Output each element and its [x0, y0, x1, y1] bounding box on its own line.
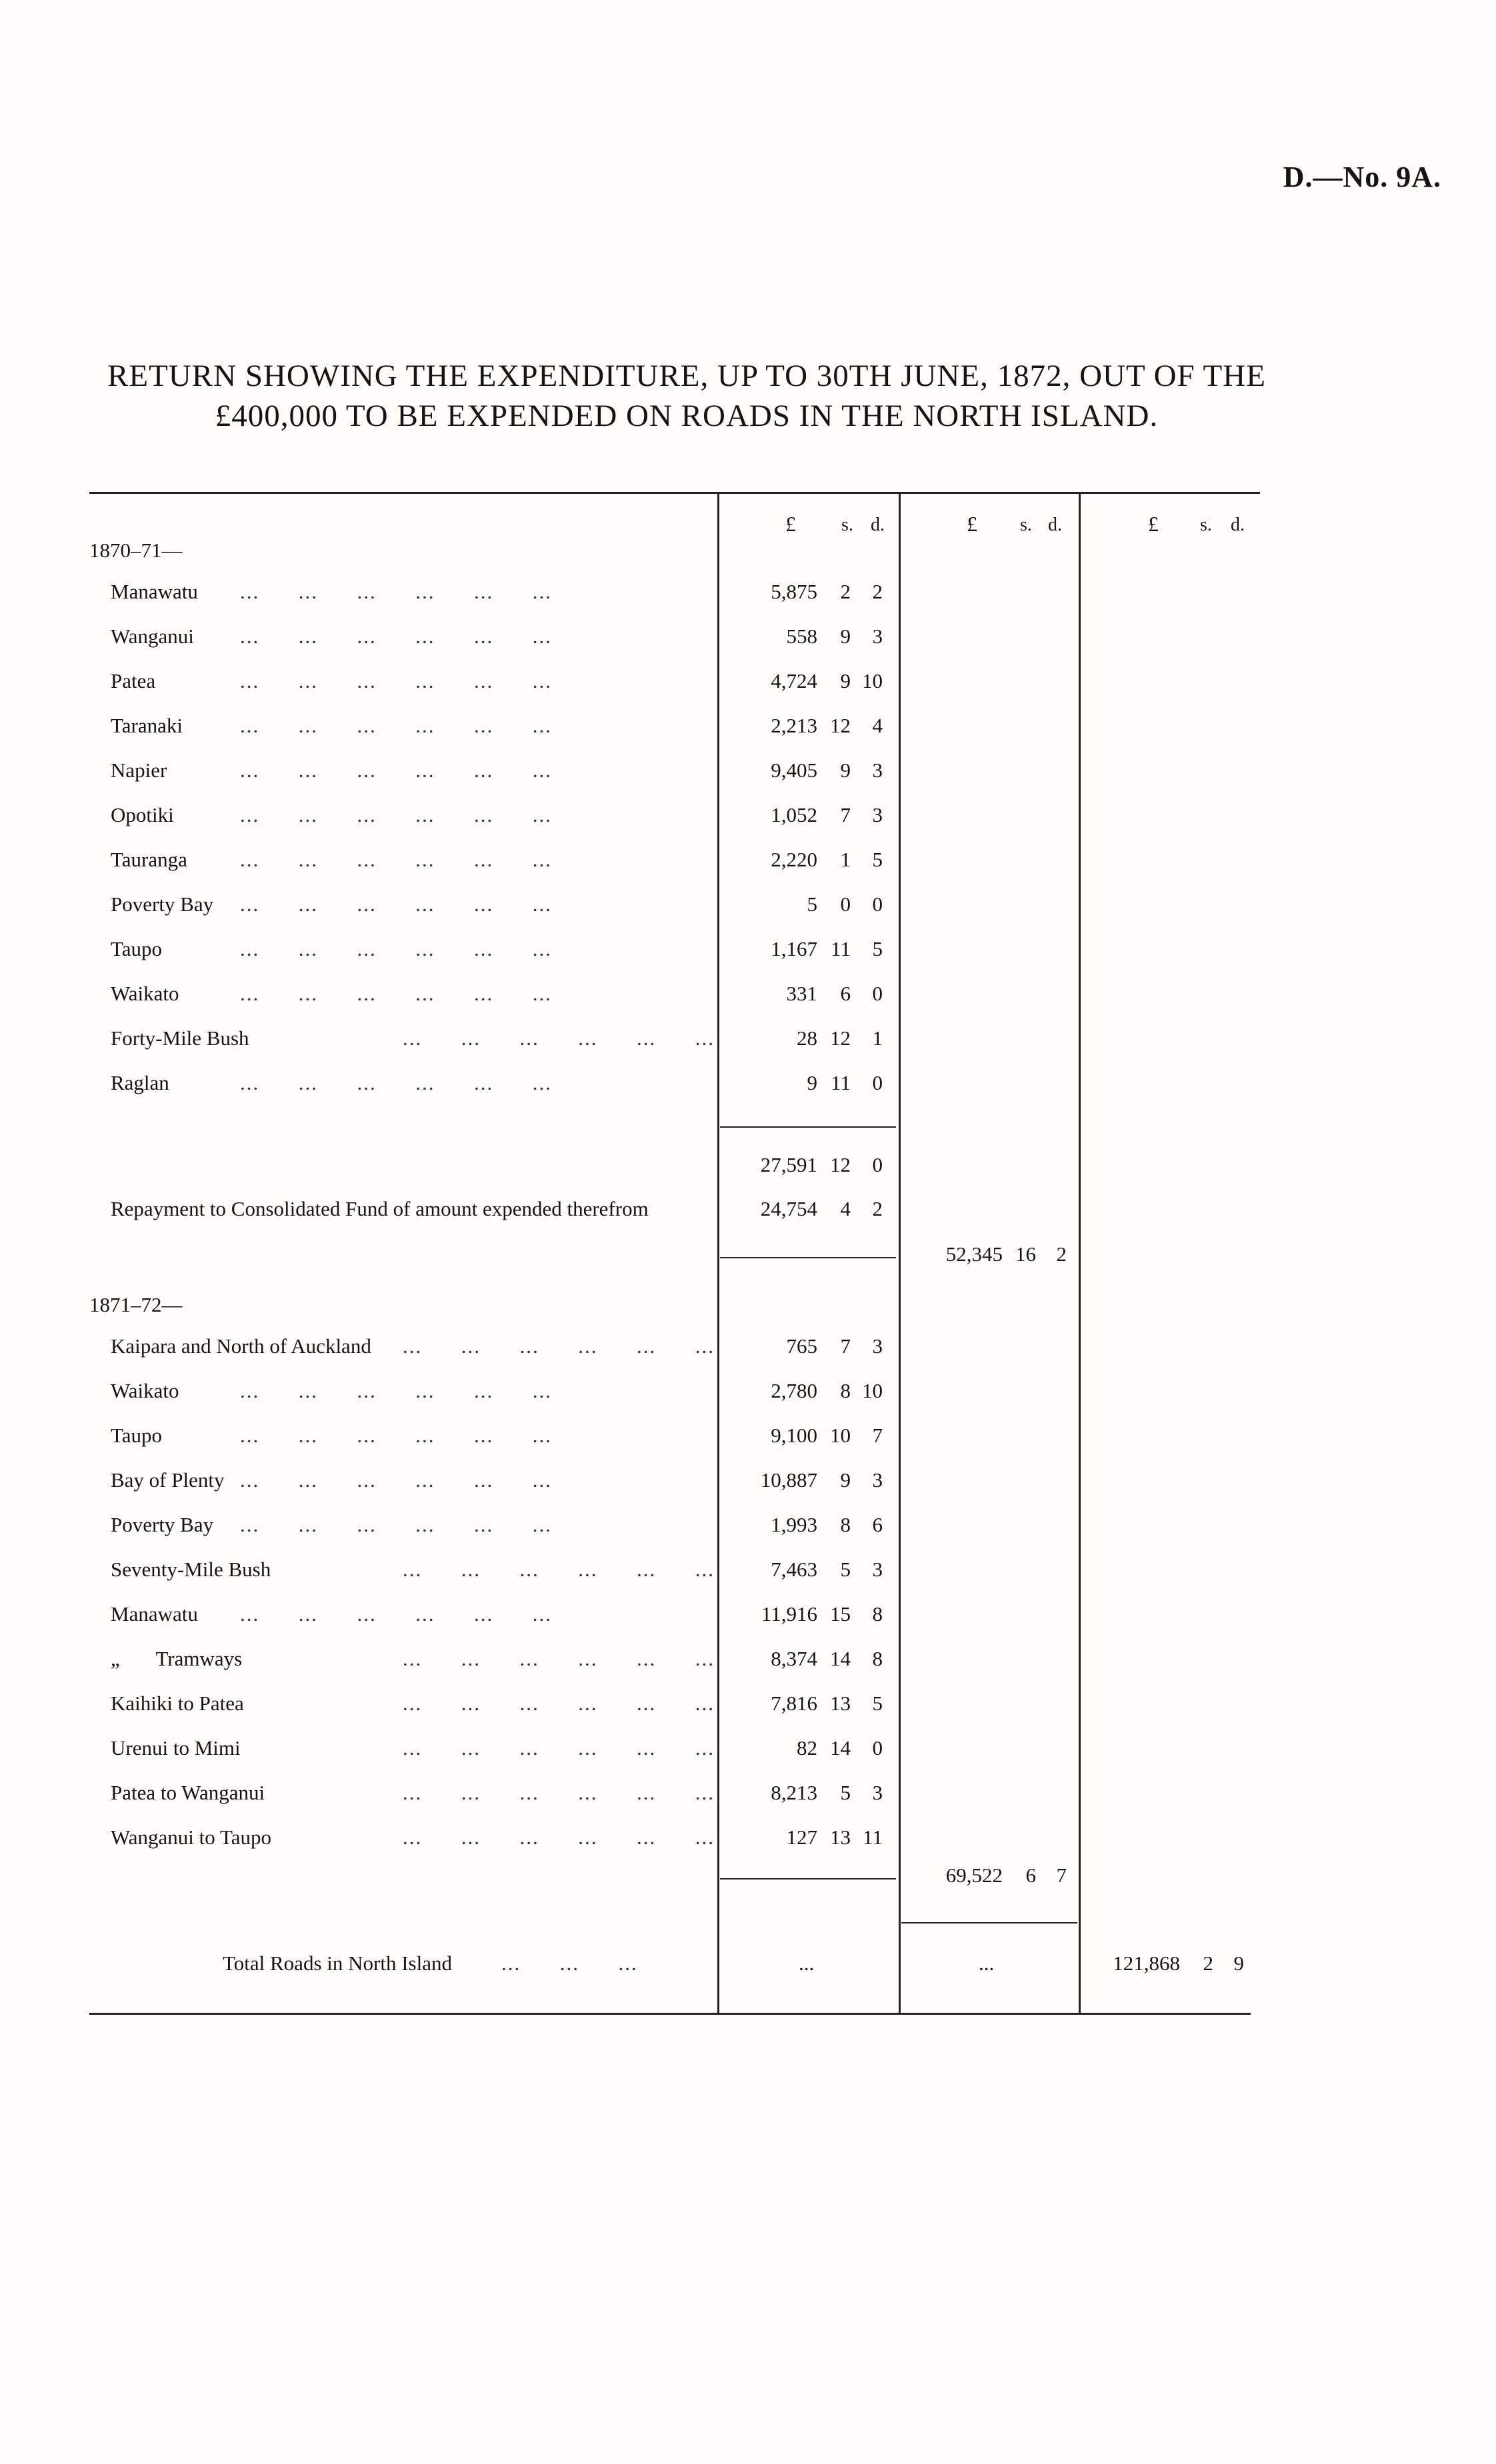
row-label: „ Tramways [111, 1647, 243, 1670]
amount-shillings: 12 [830, 714, 851, 737]
bottom-rule [89, 2013, 1251, 2015]
amount-pence: 6 [872, 1513, 883, 1536]
col1-pence-header: d. [871, 515, 885, 535]
amount-shillings: 9 [840, 624, 851, 648]
table-row [0, 1781, 1496, 1825]
leader-dots: ... ... ... ... ... ... [240, 669, 552, 692]
amount-pounds: 5,875 [771, 580, 817, 603]
col2-placeholder: ... [979, 1951, 995, 1975]
amount-pounds: 121,868 [1113, 1951, 1180, 1975]
document-number: D.—No. 9A. [1283, 161, 1441, 193]
amount-shillings: 12 [830, 1026, 851, 1050]
amount-pence: 2 [872, 1197, 883, 1220]
amount-pounds: 69,522 [945, 1863, 1003, 1887]
title-line-2: £400,000 TO BE EXPENDED ON ROADS IN THE NORTH ISLAND. [215, 399, 1159, 433]
table-row [0, 1424, 1496, 1468]
leader-dots: ... ... ... ... ... ... [403, 1736, 715, 1760]
table-row [0, 848, 1496, 892]
amount-shillings: 11 [831, 1071, 851, 1094]
amount-pence: 3 [872, 1334, 883, 1358]
year2-total-row [0, 1863, 1496, 1907]
amount-shillings: 4 [840, 1197, 851, 1220]
amount-pounds: 2,213 [771, 714, 817, 737]
amount-pence: 9 [1233, 1951, 1244, 1975]
table-row [0, 1379, 1496, 1423]
amount-pounds: 8,374 [771, 1647, 817, 1670]
col1-shillings-header: s. [841, 515, 853, 535]
top-rule [89, 492, 1260, 494]
amount-pounds: 52,345 [945, 1242, 1003, 1266]
row-label: Taupo [111, 1424, 163, 1447]
table-row [0, 1692, 1496, 1736]
year-heading-1871-72: 1871–72— [89, 1293, 183, 1316]
amount-pounds: 2,220 [771, 848, 817, 871]
amount-shillings: 13 [830, 1826, 851, 1849]
amount-shillings: 8 [840, 1513, 851, 1536]
amount-shillings: 7 [840, 1334, 851, 1358]
table-row [0, 1558, 1496, 1602]
row-label: Seventy-Mile Bush [111, 1558, 271, 1581]
amount-pounds: 558 [786, 624, 817, 648]
amount-pence: 0 [872, 892, 883, 916]
amount-shillings: 14 [830, 1736, 851, 1760]
title-line-1: RETURN SHOWING THE EXPENDITURE, UP TO 30TH JUNE, 1872, OUT OF THE [107, 359, 1266, 393]
col2-shillings-header: s. [1020, 515, 1032, 535]
col1-pounds-header: £ [785, 512, 796, 536]
amount-pounds: 11,916 [761, 1602, 817, 1626]
amount-pence: 3 [872, 1781, 883, 1804]
amount-pence: 5 [872, 1692, 883, 1715]
amount-pence: 3 [872, 803, 883, 826]
amount-pence: 5 [872, 937, 883, 960]
row-label: Opotiki [111, 803, 174, 826]
table-row [0, 714, 1496, 758]
amount-shillings: 6 [840, 982, 851, 1005]
amount-pence: 10 [862, 1379, 883, 1402]
leader-dots: ... ... ... ... ... ... [240, 1468, 552, 1492]
row-label: Waikato [111, 1379, 179, 1402]
amount-shillings: 1 [840, 848, 851, 871]
row-label: Bay of Plenty [111, 1468, 225, 1492]
amount-pence: 2 [872, 580, 883, 603]
col2-pence-header: d. [1048, 515, 1062, 535]
row-label: Manawatu [111, 580, 198, 603]
table-row [0, 580, 1496, 624]
amount-pence: 3 [872, 758, 883, 782]
leader-dots: ... ... ... ... ... ... [240, 982, 552, 1005]
col3-pounds-header: £ [1148, 512, 1159, 536]
row-label: Kaihiki to Patea [111, 1692, 244, 1715]
leader-dots: ... ... ... ... ... ... [403, 1692, 715, 1715]
amount-pounds: 82 [797, 1736, 817, 1760]
amount-pence: 8 [872, 1647, 883, 1670]
row-label: Kaipara and North of Auckland [111, 1334, 371, 1358]
leader-dots: ... ... ... ... ... ... [240, 714, 552, 737]
amount-shillings: 14 [830, 1647, 851, 1670]
repayment-row [0, 1197, 1496, 1241]
amount-pounds: 8,213 [771, 1781, 817, 1804]
amount-shillings: 5 [840, 1558, 851, 1581]
row-label: Poverty Bay [111, 1513, 214, 1536]
amount-shillings: 2 [840, 580, 851, 603]
amount-pence: 2 [1056, 1242, 1067, 1266]
table-row [0, 624, 1496, 668]
amount-shillings: 5 [840, 1781, 851, 1804]
leader-dots: ... ... ... ... ... ... [240, 1379, 552, 1402]
col3-shillings-header: s. [1200, 515, 1212, 535]
table-row [0, 1468, 1496, 1512]
leader-dots: ... ... ... ... ... ... [403, 1026, 715, 1050]
table-row [0, 1334, 1496, 1378]
leader-dots: ... ... ... ... ... ... [240, 580, 552, 603]
amount-pence: 8 [872, 1602, 883, 1626]
year1-total-row [0, 1242, 1496, 1286]
table-row [0, 1026, 1496, 1070]
table-row [0, 937, 1496, 981]
row-label: Taranaki [111, 714, 183, 737]
amount-pounds: 10,887 [760, 1468, 817, 1492]
subtotal-rule-4 [901, 1922, 1077, 1923]
amount-shillings: 0 [840, 892, 851, 916]
amount-pence: 3 [872, 1558, 883, 1581]
amount-pounds: 765 [786, 1334, 817, 1358]
table-row [0, 669, 1496, 713]
amount-shillings: 6 [1025, 1863, 1036, 1887]
row-label: Napier [111, 758, 167, 782]
table-row [0, 758, 1496, 802]
leader-dots: ... ... ... [501, 1951, 638, 1975]
amount-pence: 0 [872, 982, 883, 1005]
amount-pounds: 1,052 [771, 803, 817, 826]
amount-shillings: 8 [840, 1379, 851, 1402]
row-label: Total Roads in North Island [223, 1951, 452, 1975]
amount-pence: 7 [1056, 1863, 1067, 1887]
amount-pounds: 4,724 [771, 669, 817, 692]
row-label: Taupo [111, 937, 163, 960]
leader-dots: ... ... ... ... ... ... [240, 937, 552, 960]
row-label: Urenui to Mimi [111, 1736, 241, 1760]
amount-pounds: 2,780 [771, 1379, 817, 1402]
col3-pence-header: d. [1231, 515, 1245, 535]
leader-dots: ... ... ... ... ... ... [403, 1558, 715, 1581]
leader-dots: ... ... ... ... ... ... [403, 1647, 715, 1670]
amount-pence: 4 [872, 714, 883, 737]
table-row [0, 803, 1496, 847]
amount-shillings: 9 [840, 758, 851, 782]
row-label: Wanganui to Taupo [111, 1826, 271, 1849]
amount-shillings: 11 [831, 937, 851, 960]
leader-dots: ... ... ... ... ... ... [240, 624, 552, 648]
amount-pounds: 9 [807, 1071, 817, 1094]
table-row [0, 1647, 1496, 1691]
amount-pence: 3 [872, 624, 883, 648]
table-row [0, 1071, 1496, 1115]
amount-pounds: 1,167 [771, 937, 817, 960]
leader-dots: ... ... ... ... ... ... [240, 758, 552, 782]
leader-dots: ... ... ... ... ... ... [240, 1071, 552, 1094]
amount-pounds: 27,591 [760, 1153, 817, 1176]
leader-dots: ... ... ... ... ... ... [240, 1602, 552, 1626]
row-label: Poverty Bay [111, 892, 214, 916]
table-row [0, 1602, 1496, 1646]
subtotal-rule-1 [720, 1126, 896, 1128]
row-label: Wanganui [111, 624, 194, 648]
leader-dots: ... ... ... ... ... ... [240, 848, 552, 871]
amount-shillings: 9 [840, 1468, 851, 1492]
amount-pence: 0 [872, 1071, 883, 1094]
amount-pounds: 331 [786, 982, 817, 1005]
table-row [0, 1513, 1496, 1557]
amount-pence: 1 [872, 1026, 883, 1050]
amount-shillings: 13 [830, 1692, 851, 1715]
amount-pounds: 127 [786, 1826, 817, 1849]
amount-pounds: 24,754 [760, 1197, 817, 1220]
leader-dots: ... ... ... ... ... ... [240, 1513, 552, 1536]
row-label: Waikato [111, 982, 179, 1005]
amount-pounds: 9,405 [771, 758, 817, 782]
amount-shillings: 9 [840, 669, 851, 692]
leader-dots: ... ... ... ... ... ... [403, 1334, 715, 1358]
amount-pounds: 9,100 [771, 1424, 817, 1447]
year-heading-1870-71: 1870–71— [89, 539, 183, 562]
amount-pence: 5 [872, 848, 883, 871]
amount-shillings: 15 [830, 1602, 851, 1626]
amount-shillings: 10 [830, 1424, 851, 1447]
row-label: Repayment to Consolidated Fund of amount expended therefrom [111, 1197, 649, 1220]
leader-dots: ... ... ... ... ... ... [403, 1826, 715, 1849]
amount-shillings: 7 [840, 803, 851, 826]
amount-pounds: 28 [797, 1026, 817, 1050]
leader-dots: ... ... ... ... ... ... [240, 803, 552, 826]
row-label: Patea to Wanganui [111, 1781, 265, 1804]
amount-pence: 11 [863, 1826, 883, 1849]
leader-dots: ... ... ... ... ... ... [240, 1424, 552, 1447]
leader-dots: ... ... ... ... ... ... [240, 892, 552, 916]
amount-shillings: 12 [830, 1153, 851, 1176]
amount-pence: 10 [862, 669, 883, 692]
row-label: Patea [111, 669, 156, 692]
col1-placeholder: ... [799, 1951, 815, 1975]
amount-pounds: 5 [807, 892, 817, 916]
table-row [0, 892, 1496, 936]
row-label: Raglan [111, 1071, 169, 1094]
amount-pence: 3 [872, 1468, 883, 1492]
grand-total-row [0, 1951, 1496, 1995]
leader-dots: ... ... ... ... ... ... [403, 1781, 715, 1804]
amount-shillings: 2 [1203, 1951, 1213, 1975]
row-label: Forty-Mile Bush [111, 1026, 249, 1050]
row-label: Manawatu [111, 1602, 198, 1626]
amount-pounds: 1,993 [771, 1513, 817, 1536]
table-row [0, 1736, 1496, 1780]
amount-pounds: 7,816 [771, 1692, 817, 1715]
table-row [0, 982, 1496, 1026]
amount-pence: 0 [872, 1153, 883, 1176]
amount-shillings: 16 [1015, 1242, 1036, 1266]
amount-pence: 0 [872, 1736, 883, 1760]
amount-pounds: 7,463 [771, 1558, 817, 1581]
amount-pence: 7 [872, 1424, 883, 1447]
year1-subtotal-row [0, 1153, 1496, 1197]
col2-pounds-header: £ [967, 512, 977, 536]
row-label: Tauranga [111, 848, 187, 871]
